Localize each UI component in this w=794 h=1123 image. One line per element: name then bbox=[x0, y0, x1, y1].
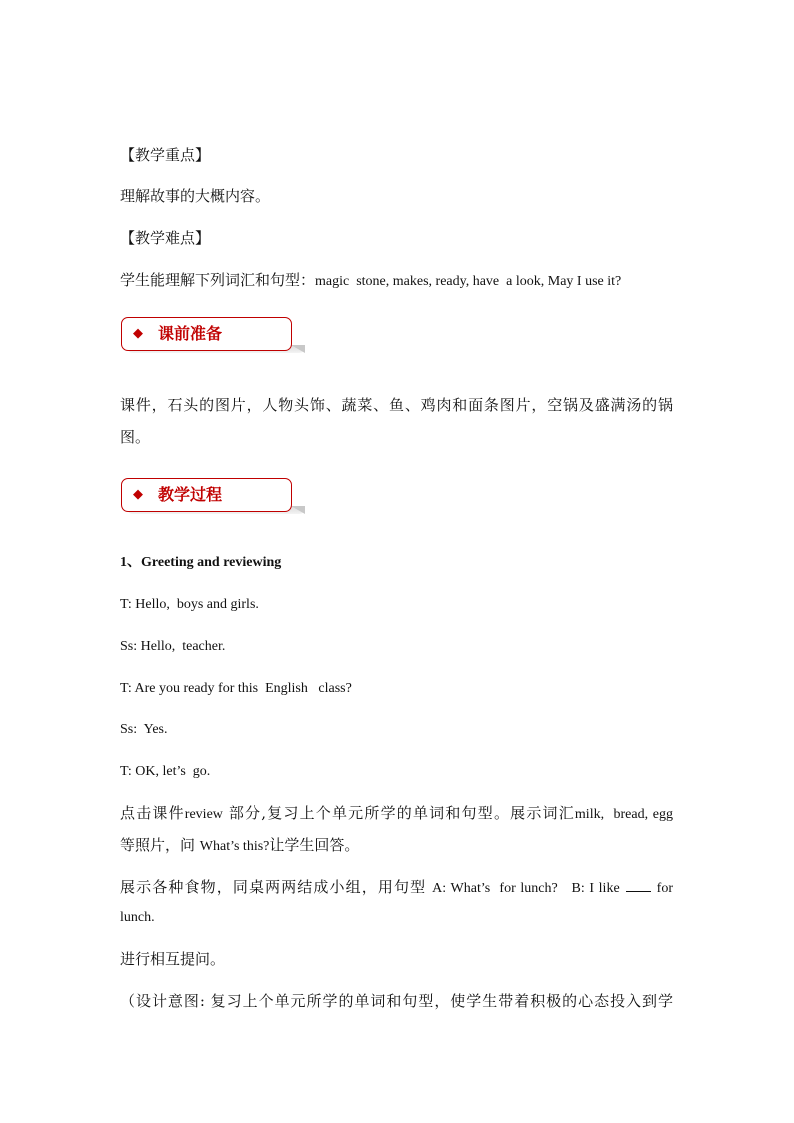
text-span: What’s this? bbox=[199, 839, 270, 854]
difficulties-heading: 【教学难点】 bbox=[120, 229, 211, 247]
paragraph-review-line1 bbox=[120, 803, 673, 825]
dialogue-line: T: OK, let’s go. bbox=[120, 764, 211, 779]
design-intent-text: （设计意图: 复习上个单元所学的单词和句型，使学生带着积极的心态投入到学 bbox=[120, 992, 673, 1010]
difficulties-text bbox=[120, 270, 621, 292]
section-box-tip bbox=[291, 506, 305, 514]
paragraph-pairwork-line2: lunch. bbox=[120, 910, 155, 925]
key-points-text: 理解故事的大概内容。 bbox=[120, 187, 271, 205]
text-span: 等照片，问 bbox=[120, 836, 200, 854]
paragraph-pairwork-line1 bbox=[120, 877, 673, 899]
section-title-prep: 课前准备 bbox=[158, 324, 223, 343]
fill-in-blank bbox=[626, 878, 651, 892]
text-span: milk, bread, egg bbox=[574, 807, 673, 822]
diamond-icon: ◆ bbox=[133, 487, 143, 502]
text-span: for bbox=[656, 881, 673, 896]
section-header-prep bbox=[121, 317, 292, 351]
difficulties-prefix: 学生能理解下列词汇和句型： bbox=[120, 271, 316, 289]
dialogue-line: Ss: Hello, teacher. bbox=[120, 639, 226, 654]
dialogue-line: T: Hello, boys and girls. bbox=[120, 597, 259, 612]
section-title-process: 教学过程 bbox=[158, 485, 223, 504]
section-box-tip bbox=[291, 345, 305, 353]
step1-heading: 1、Greeting and reviewing bbox=[120, 555, 282, 570]
difficulties-phrases: magic stone, makes, ready, have a look, May I use it? bbox=[315, 274, 622, 289]
prep-text-line1: 课件，石头的图片，人物头饰、蔬菜、鱼、鸡肉和面条图片，空锅及盛满汤的锅 bbox=[120, 396, 673, 414]
diamond-icon: ◆ bbox=[133, 326, 143, 341]
paragraph-question: 进行相互提问。 bbox=[120, 950, 226, 968]
dialogue-line: T: Are you ready for this English class? bbox=[120, 681, 352, 696]
text-span: 点击课件 bbox=[120, 804, 185, 822]
dialogue-line: Ss: Yes. bbox=[120, 722, 168, 737]
paragraph-review-line2 bbox=[120, 835, 359, 857]
prep-text-line2: 图。 bbox=[120, 428, 151, 446]
text-span: A: What’s for lunch? B: I like bbox=[432, 881, 620, 896]
text-span: 展示各种食物，同桌两两结成小组，用句型 bbox=[120, 878, 433, 896]
section-header-process bbox=[121, 478, 292, 512]
text-span: 让学生回答。 bbox=[269, 836, 360, 854]
key-points-heading: 【教学重点】 bbox=[120, 146, 211, 164]
text-span: review bbox=[184, 807, 223, 822]
text-span: 部分,复习上个单元所学的单词和句型。展示词汇 bbox=[222, 804, 575, 822]
